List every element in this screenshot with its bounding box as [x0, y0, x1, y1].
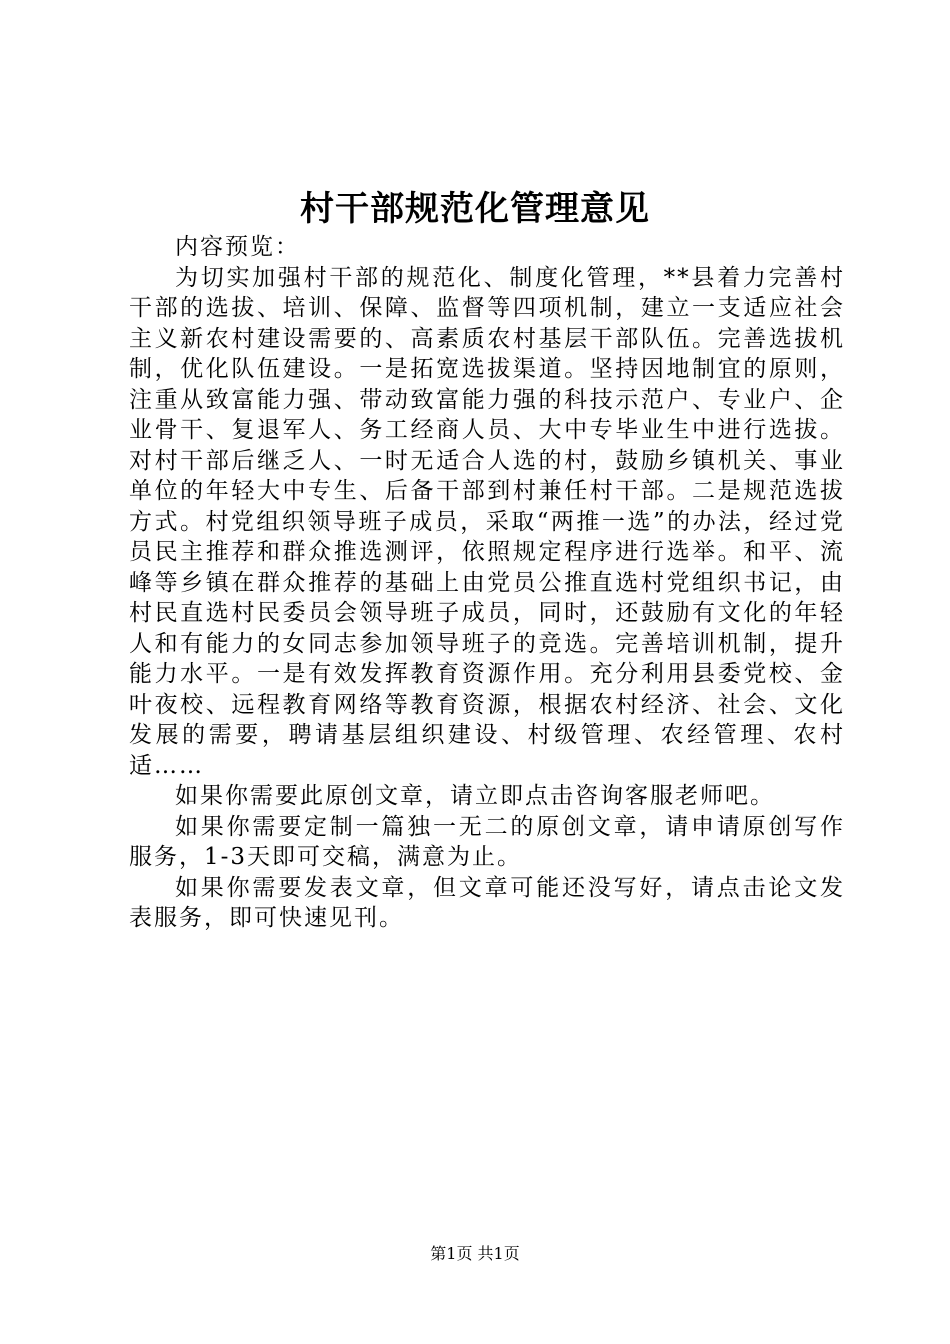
preview-paragraph: 为切实加强村干部的规范化、制度化管理，**县着力完善村干部的选拔、培训、保障、监督等四项机制，建立一支适应社会主义新农村建设需要的、高素质农村基层干部队伍。完善选拔机制，优化队伍建设。一是拓宽选拔渠道。坚持因地制宜的原则，注重从致富能力强、带动致富能力强的科技示范户、专业户、企业骨干、复退军人、务工经商人员、大中专毕业生中进行选拔。对村干部后继乏人、一时无适合人选的村，鼓励乡镇机关、事业单位的年轻大中专生、后备干部到村兼任村干部。二是规范选拔方式。村党组织领导班子成员，采取“两推一选”的办法，经过党员民主推荐和群众推选测评，依照规定程序进行选举。和平、流峰等乡镇在群众推荐的基础上由党员公推直选村党组织书记，由村民直选村民委员会领导班子成员，同时，还鼓励有文化的年轻人和有能力的女同志参加领导班子的竞选。完善培训机制，提升能力水平。一是有效发挥教育资源作用。充分利用县委党校、金叶夜校、远程教育网络等教育资源，根据农村经济、社会、文化发展的需要，聘请基层组织建设、村级管理、农经管理、农村适……	[129, 264, 845, 779]
preview-label: 内容预览：	[175, 234, 300, 260]
page-number: 第1页 共1页	[430, 1244, 520, 1263]
custom-writing-notice: 如果你需要定制一篇独一无二的原创文章，请申请原创写作服务，1-3天即可交稿，满意为止。	[129, 813, 845, 870]
publish-notice: 如果你需要发表文章，但文章可能还没写好，请点击论文发表服务，即可快速见刊。	[129, 874, 845, 931]
consult-notice: 如果你需要此原创文章，请立即点击咨询客服老师吧。	[175, 783, 775, 809]
document-body	[129, 232, 845, 934]
document-title: 村干部规范化管理意见	[300, 189, 650, 229]
